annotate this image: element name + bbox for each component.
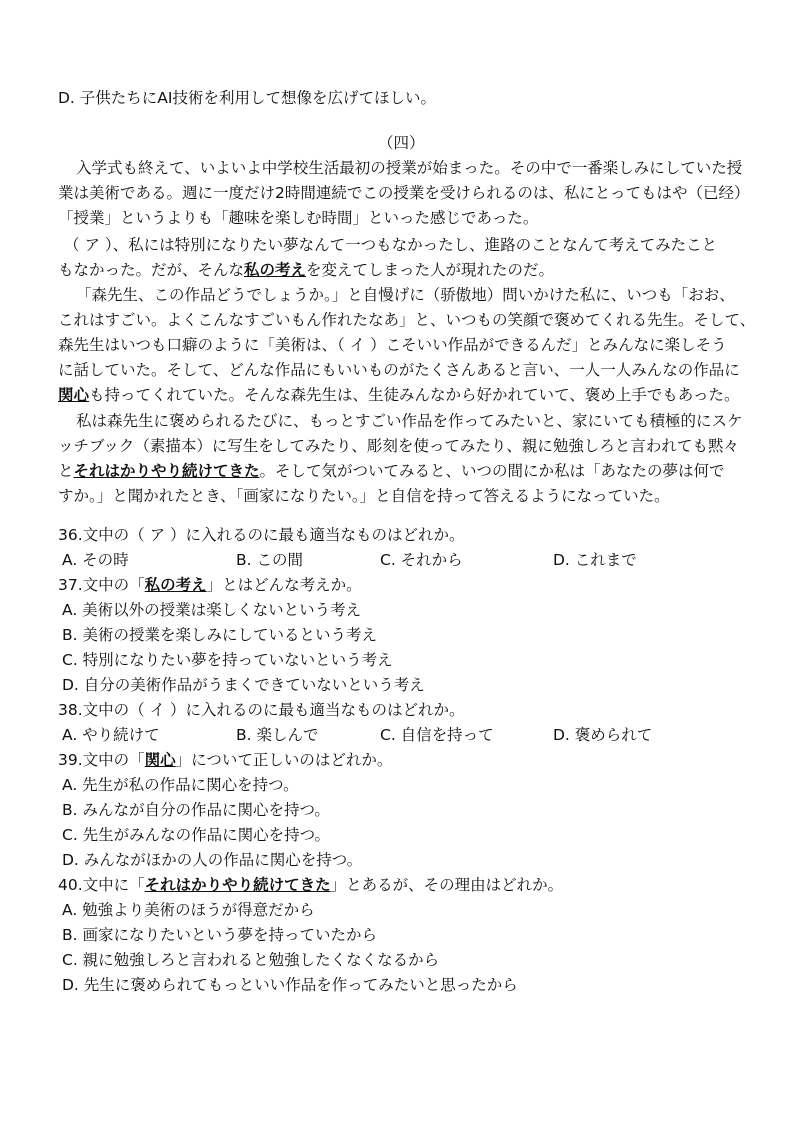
passage-line: に話していた。そして、どんな作品にもいいものがたくさんあると言い、一人一人みんなの作品に [58, 361, 740, 379]
q40-option-b: B. 画家になりたいという夢を持っていたから [62, 926, 377, 944]
section-heading: （四） [378, 134, 425, 152]
passage-line: 「授業」というよりも「趣味を楽しむ時間」といった感じであった。 [58, 209, 539, 227]
passage-line: 私は森先生に褒められるたびに、もっとすごい作品を作ってみたいと、家にいても積極的にスケ [76, 412, 743, 430]
q38-option-a: A. やり続けて [62, 726, 160, 744]
prev-question-option-d: D. 子供たちにAI技術を利用して想像を広げてほしい。 [58, 89, 436, 107]
question-40-stem [58, 875, 563, 895]
q37-option-b: B. 美術の授業を楽しみにしているという考え [62, 626, 377, 644]
underlined-phrase-kanshin: 関心 [58, 386, 90, 404]
q36-option-d: D. これまで [553, 551, 637, 569]
passage-text: と [58, 462, 74, 480]
question-36-stem: 36.文中の（ ア ）に入れるのに最も適当なものはどれか。 [58, 526, 465, 544]
stem-text: 」について正しいのはどれか。 [175, 751, 393, 769]
q37-option-d: D. 自分の美術作品がうまくできていないという考え [62, 676, 425, 694]
q36-option-a: A. その時 [62, 551, 129, 569]
underlined-phrase-sore-bakari: それはかりやり続けてきた [73, 462, 260, 480]
passage-text: も持ってくれていた。そんな森先生は、生徒みんなから好かれていて、褒め上手でもあった。 [89, 386, 740, 404]
passage-text: 。そして気がついてみると、いつの間にか私は「あなたの夢は何で [259, 462, 725, 480]
underlined-phrase: それはかりやり続けてきた [144, 876, 331, 894]
q39-option-d: D. みんながほかの人の作品に関心を持つ。 [62, 851, 363, 869]
q39-option-c: C. 先生がみんなの作品に関心を持つ。 [62, 826, 331, 844]
q38-option-c: C. 自信を持って [380, 726, 494, 744]
passage-line: 業は美術である。週に一度だけ2時間連続でこの授業を受けられるのは、私にとってもはや（已经） [58, 184, 750, 202]
passage-line: 入学式も終えて、いよいよ中学校生活最初の授業が始まった。その中で一番楽しみにしていた授 [76, 159, 743, 177]
underlined-phrase: 私の考え [144, 576, 207, 594]
q38-option-d: D. 褒められて [553, 726, 653, 744]
underlined-phrase-watashi-no-kangae: 私の考え [244, 261, 307, 279]
passage-line: （ ア ）、私には特別になりたい夢なんて一つもなかったし、進路のことなんて考えてみたこと [64, 236, 718, 254]
stem-text: 」とはどんな考えか。 [206, 576, 362, 594]
passage-line [58, 260, 554, 280]
q38-option-b: B. 楽しんで [236, 726, 319, 744]
passage-line: 森先生はいつも口癖のように「美術は、（ イ ）こそいい作品ができるんだ」とみんなに楽しそう [58, 336, 727, 354]
passage-line: これはすごい。よくこんなすごいもん作れたなあ」と、いつもの笑顔で褒めてくれる先生。そして、 [58, 311, 756, 329]
q37-option-c: C. 特別になりたい夢を持っていないという考え [62, 651, 393, 669]
passage-line: 「森先生、この作品どうでしょうか。」と自慢げに（骄傲地）問いかけた私に、いつも「おお、 [76, 286, 735, 304]
passage-line: ッチブック（素描本）に写生をしてみたり、彫刻を使ってみたり、親に勉強しろと言われても黙々 [58, 437, 739, 455]
q36-option-c: C. それから [380, 551, 463, 569]
passage-line: すか。」と聞かれたとき、「画家になりたい。」と自信を持って答えるようになっていた。 [58, 487, 670, 505]
stem-text: 39.文中の「 [58, 751, 145, 769]
passage-line [58, 385, 740, 405]
stem-text: 40.文中に「 [58, 876, 145, 894]
q37-option-a: A. 美術以外の授業は楽しくないという考え [62, 601, 362, 619]
q40-option-d: D. 先生に褒められてもっといい作品を作ってみたいと思ったから [62, 976, 518, 994]
passage-text: を変えてしまった人が現れたのだ。 [306, 261, 555, 279]
question-39-stem [58, 750, 392, 770]
q40-option-a: A. 勉強より美術のほうが得意だから [62, 901, 315, 919]
underlined-phrase: 関心 [144, 751, 176, 769]
passage-text: もなかった。だが、そんな [58, 261, 245, 279]
stem-text: 」とあるが、その理由はどれか。 [330, 876, 564, 894]
passage-line [58, 461, 725, 481]
q39-option-a: A. 先生が私の作品に関心を持つ。 [62, 776, 299, 794]
q40-option-c: C. 親に勉強しろと言われると勉強したくなくなるから [62, 951, 440, 969]
q36-option-b: B. この間 [236, 551, 303, 569]
stem-text: 37.文中の「 [58, 576, 145, 594]
question-37-stem [58, 575, 362, 595]
question-38-stem: 38.文中の（ イ ）に入れるのに最も適当なものはどれか。 [58, 701, 465, 719]
q39-option-b: B. みんなが自分の作品に関心を持つ。 [62, 801, 330, 819]
